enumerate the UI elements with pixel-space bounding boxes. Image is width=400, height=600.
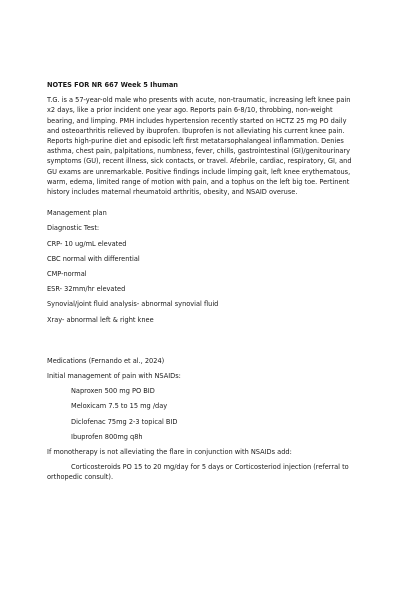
test-item: Synovial/joint fluid analysis- abnormal synovial fluid — [47, 300, 219, 309]
test-item: Xray- abnormal left & right knee — [47, 315, 154, 324]
test-item: CRP- 10 ug/mL elevated — [47, 239, 127, 248]
test-item: CMP-normal — [47, 270, 87, 279]
nsaid-item: Diclofenac 75mg 2-3 topical BID — [71, 417, 178, 426]
document-title: NOTES FOR NR 667 Week 5 Ihuman — [47, 81, 179, 89]
diagnostic-heading: Diagnostic Test: — [47, 224, 100, 233]
nsaid-item: Meloxicam 7.5 to 15 mg /day — [71, 402, 168, 411]
test-item: ESR- 32mm/hr elevated — [47, 285, 126, 294]
test-item: CBC normal with differential — [47, 254, 140, 263]
nsaid-item: Naproxen 500 mg PO BID — [71, 387, 155, 396]
management-heading: Management plan — [47, 209, 107, 218]
nsaid-item: Ibuprofen 800mg q8h — [71, 432, 143, 441]
monotherapy-note: If monotherapy is not alleviating the flare in conjunction with NSAIDs add: — [47, 448, 292, 457]
spacer — [47, 330, 357, 356]
spacer — [47, 197, 357, 208]
corticosteroids-paragraph: Corticosteroids PO 15 to 20 mg/day for 5 days or Corticosteriod injection (referral to orthopedic consult). — [47, 463, 349, 482]
initial-management-heading: Initial management of pain with NSAIDs: — [47, 372, 181, 381]
medications-heading: Medications (Fernando et al., 2024) — [47, 356, 165, 365]
document-page — [47, 80, 357, 483]
hpi-paragraph: T.G. is a 57-year-old male who presents with acute, non-traumatic, increasing left knee pain x2 days, like a prior incident one year ago. Reports pain 6-8/10, throbbing, non-weight bearing, and limping. PMH includes hypertension recently started on HCTZ 25 mg PO daily and osteoarthritis relieved by ibuprofen. Ibuprofen is not alleviating his current knee pain. Reports high-purine diet and episodic left first metatarsophalangeal inflammation. Denies asthma, chest pain, palpitations, numbness, fever, chills, gastrointestinal (GI)/genitourinary symptoms (GU), recent illness, sick contacts, or travel. Afebrile, cardiac, respiratory, GI, and GU exams are unremarkable. Positive findings include limping gait, left knee erythematous, warm, edema, limited range of motion with pain, and a tophus on the left big toe. Pertinent history includes maternal rheumatoid arthritis, obesity, and NSAID overuse. — [47, 96, 352, 197]
